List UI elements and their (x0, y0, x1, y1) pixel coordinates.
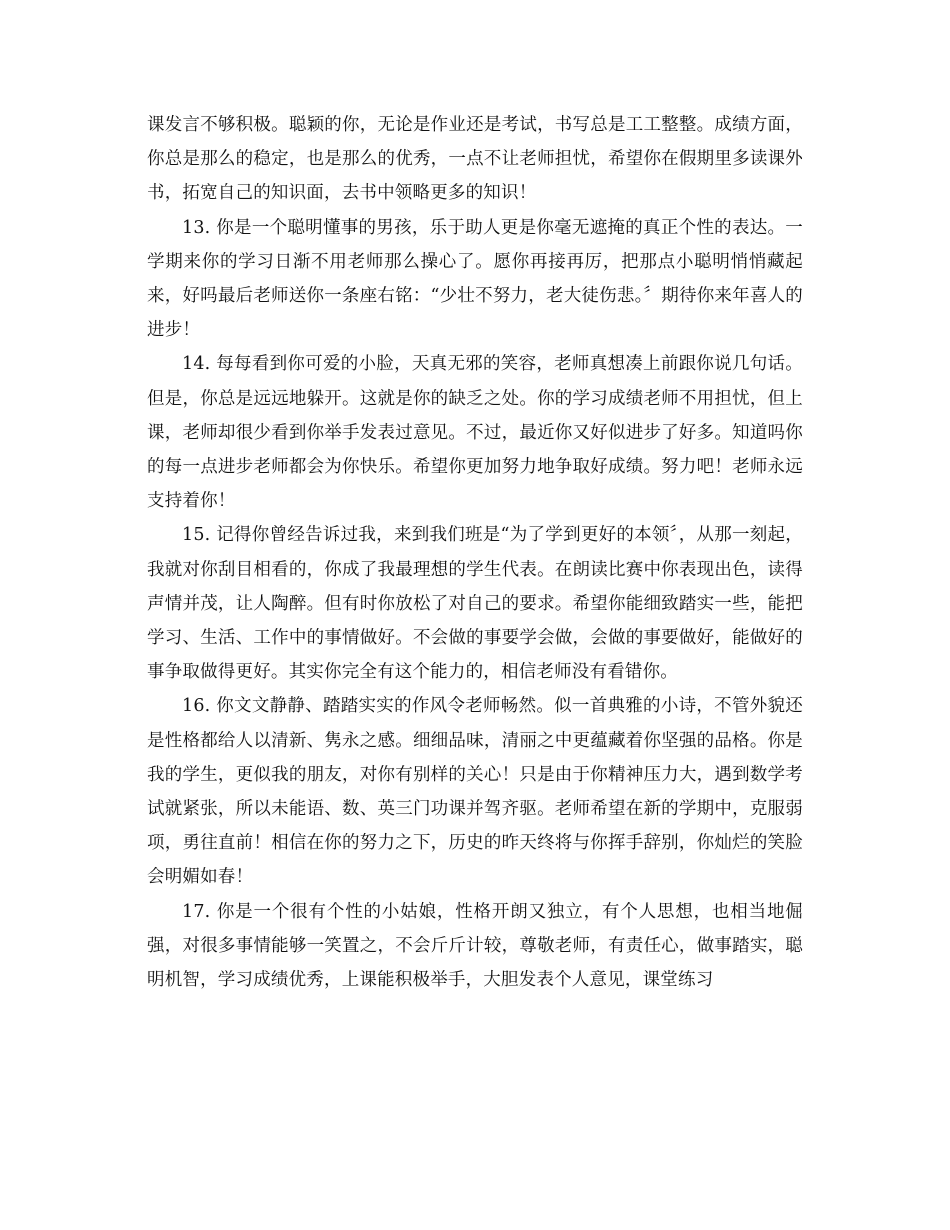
paragraph-continuation: 课发言不够积极。聪颖的你，无论是作业还是考试，书写总是工工整整。成绩方面，你总是那么的稳定，也是那么的优秀，一点不让老师担忧，希望你在假期里多读课外书，拓宽自己的知识面，去书中领略更多的知识！ (147, 115, 803, 204)
paragraph-15: 15. 记得你曾经告诉过我，来到我们班是“为了学到更好的本领〞，从那一刻起，我就对你刮目相看的，你成了我最理想的学生代表。在朗读比赛中你表现出色，读得声情并茂，让人陶醉。但有时你放松了对自己的要求。希望你能细致踏实一些，能把学习、生活、工作中的事情做好。不会做的事要学会做，会做的事要做好，能做好的事争取做得更好。其实你完全有这个能力的，相信老师没有看错你。 (147, 525, 803, 683)
paragraph-16: 16. 你文文静静、踏踏实实的作风令老师畅然。似一首典雅的小诗，不管外貌还是性格都给人以清新、隽永之感。细细品味，清丽之中更蕴藏着你坚强的品格。你是我的学生，更似我的朋友，对你有别样的关心！只是由于你精神压力大，遇到数学考试就紧张，所以未能语、数、英三门功课并驾齐驱。老师希望在新的学期中，克服弱项，勇往直前！相信在你的努力之下，历史的昨天终将与你挥手辞别，你灿烂的笑脸会明媚如春！ (147, 696, 803, 888)
paragraph-17: 17. 你是一个很有个性的小姑娘，性格开朗又独立，有个人思想，也相当地倔强，对很多事情能够一笑置之，不会斤斤计较，尊敬老师，有责任心，做事踏实，聪明机智，学习成绩优秀，上课能积极举手，大胆发表个人意见，课堂练习 (147, 901, 803, 991)
paragraph-14: 14. 每每看到你可爱的小脸，天真无邪的笑容，老师真想凑上前跟你说几句话。但是，你总是远远地躲开。这就是你的缺乏之处。你的学习成绩老师不用担忧，但上课，老师却很少看到你举手发表过意见。不过，最近你又好似进步了好多。知道吗你的每一点进步老师都会为你快乐。希望你更加努力地争取好成绩。努力吧！老师永远支持着你！ (147, 354, 803, 512)
document-body (147, 108, 803, 997)
paragraph-13: 13. 你是一个聪明懂事的男孩，乐于助人更是你毫无遮掩的真正个性的表达。一学期来你的学习日渐不用老师那么操心了。愿你再接再厉，把那点小聪明悄悄藏起来，好吗最后老师送你一条座右铭：“少壮不努力，老大徒伤悲。〞期待你来年喜人的进步！ (147, 217, 803, 341)
